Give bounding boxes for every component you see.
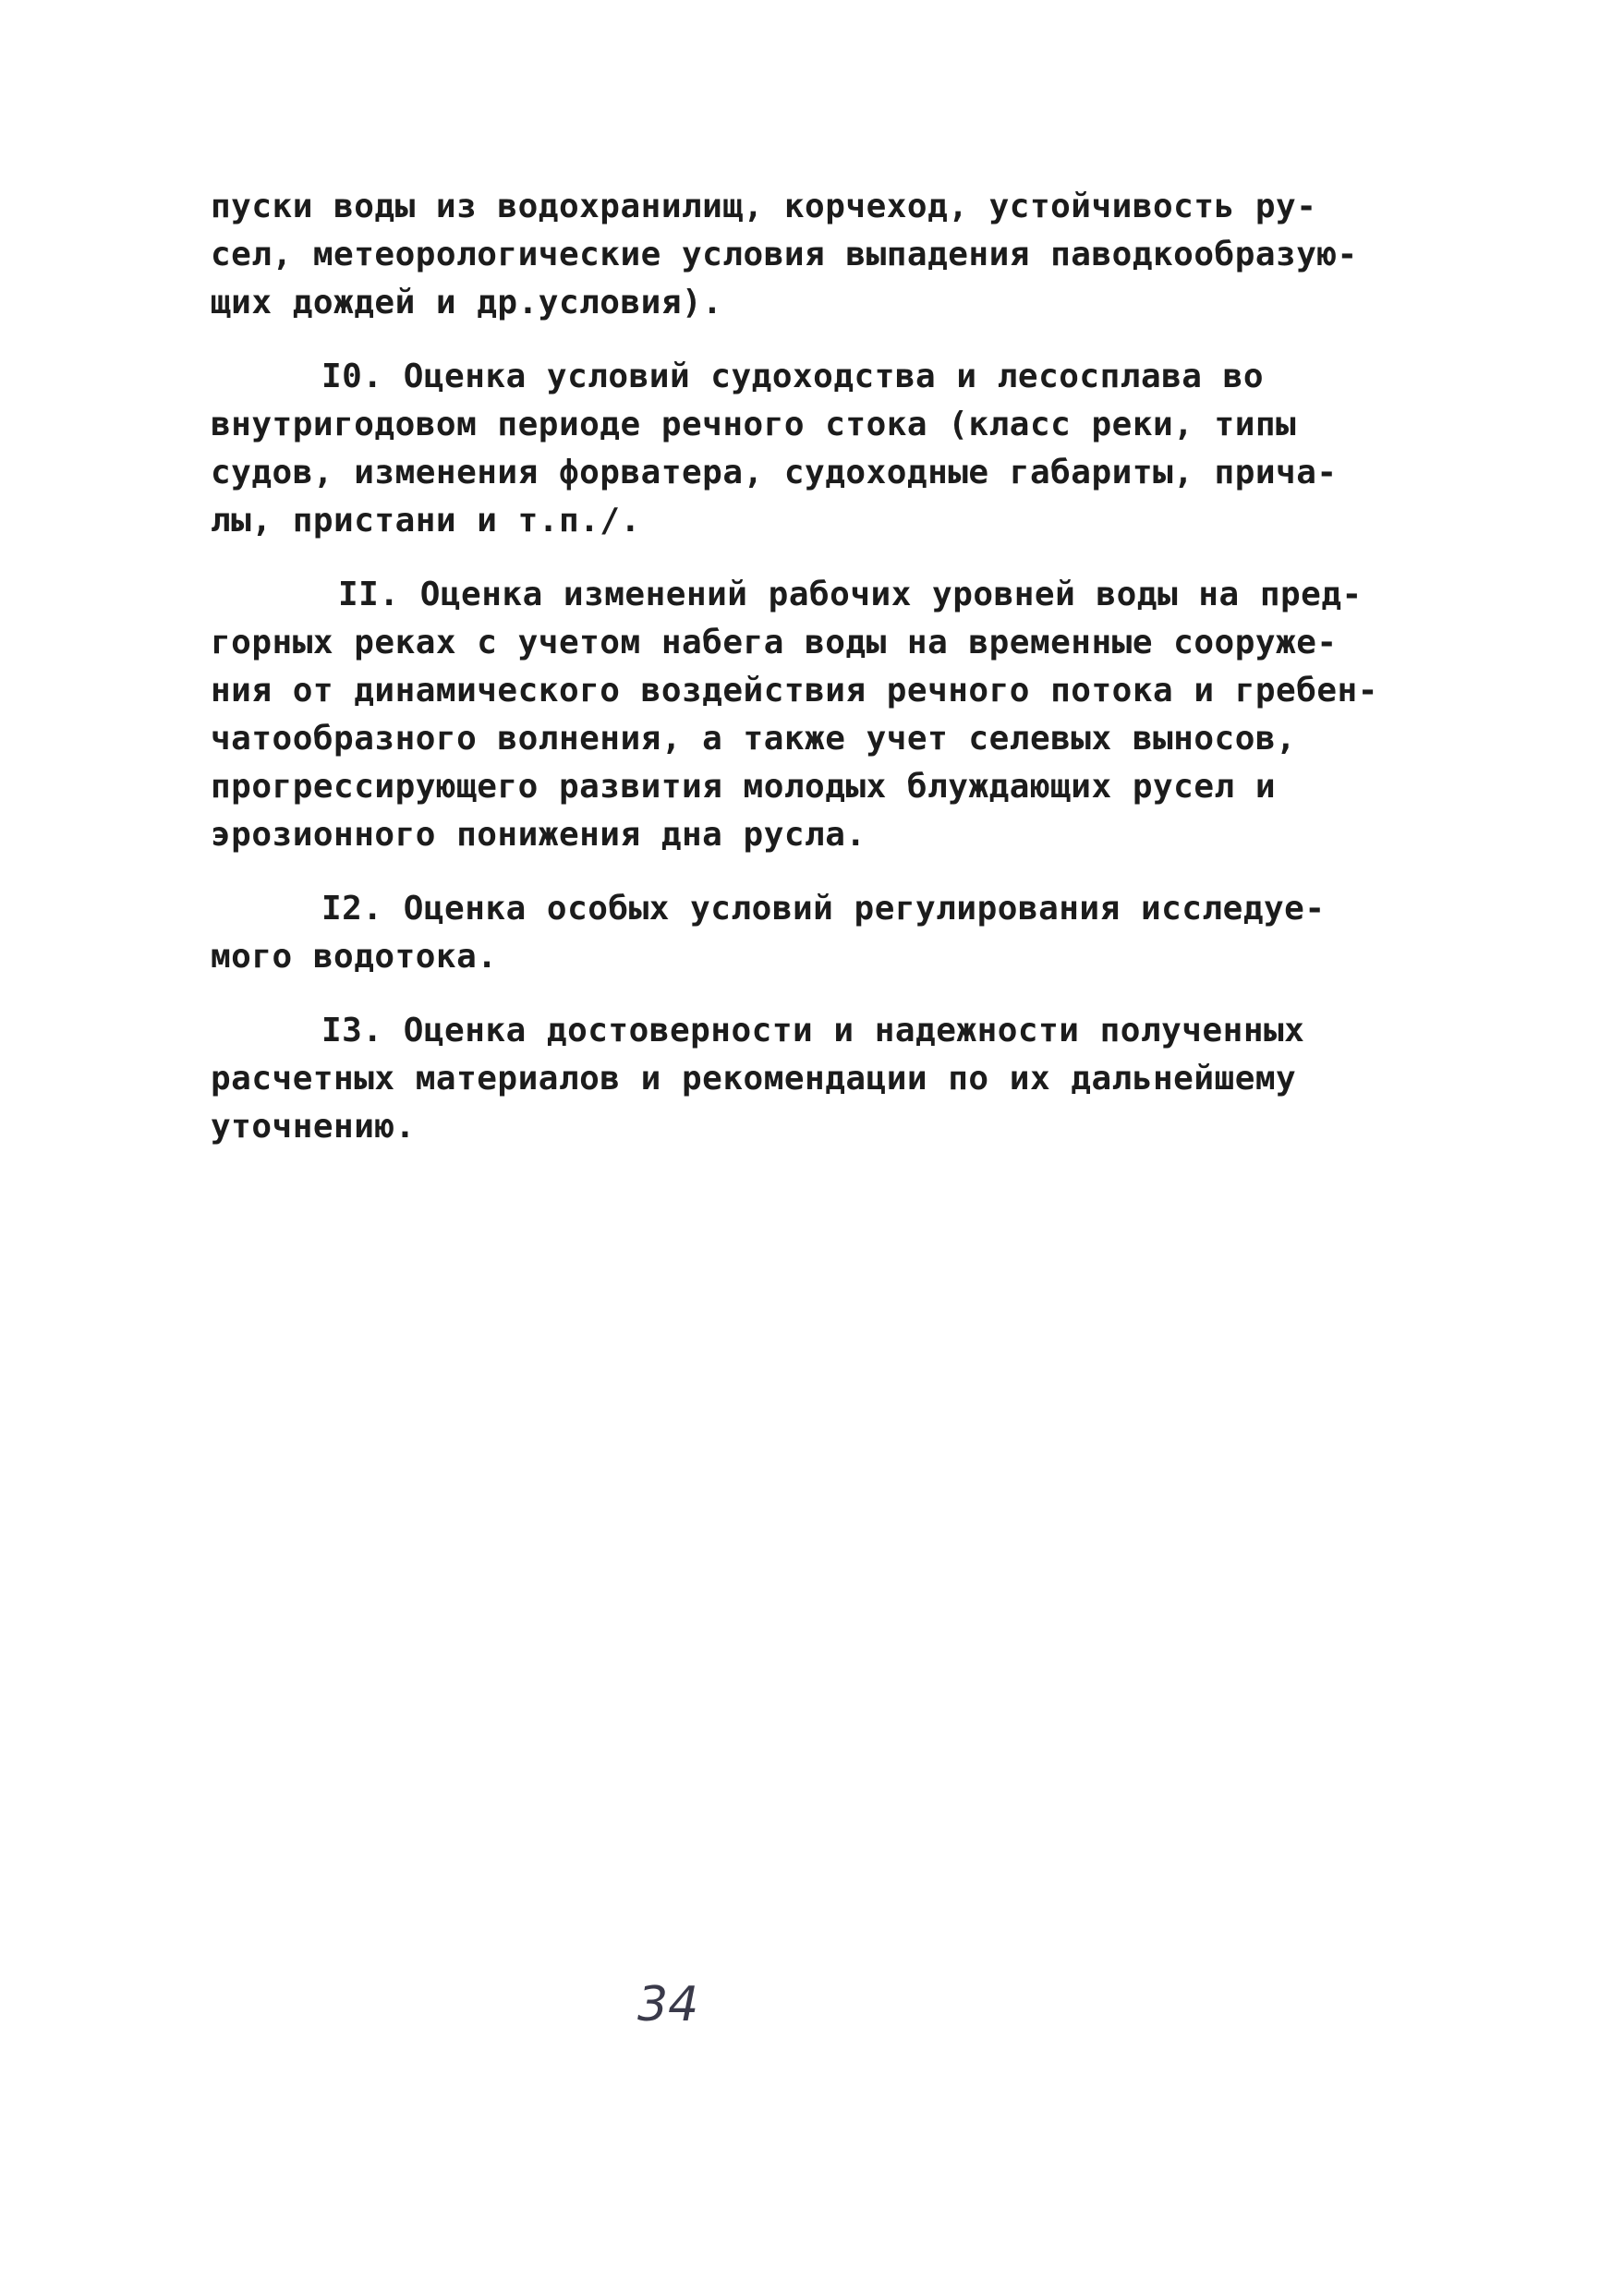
text-line: II. Оценка изменений рабочих уровней воды на пред- (338, 576, 1363, 613)
text-line: прогрессирующего развития молодых блуждающих русел и (211, 768, 1277, 806)
paragraph-item-10 (211, 353, 1356, 545)
text-line: эрозионного понижения дна русла. (211, 816, 867, 854)
text-line: судов, изменения форватера, судоходные габариты, прича- (211, 454, 1338, 491)
paragraph-item-11 (211, 571, 1378, 859)
paragraph-continuation (211, 183, 1356, 327)
text-line: горных реках с учетом набега воды на временные сооруже- (211, 624, 1338, 661)
paragraph-item-12 (211, 885, 1356, 981)
text-line: щих дождей и др.условия). (211, 284, 723, 322)
text-line: мого водотока. (211, 938, 498, 976)
text-line: сел, метеорологические условия выпадения паводкообразую- (211, 236, 1358, 273)
text-line: пуски воды из водохранилищ, корчеход, устойчивость ру- (211, 188, 1317, 225)
text-line: ния от динамического воздействия речного потока и гребен- (211, 672, 1378, 710)
text-line: чатообразного волнения, а также учет селевых выносов, (211, 720, 1297, 758)
text-line: расчетных материалов и рекомендации по их дальнейшему (211, 1060, 1297, 1098)
text-line: I2. Оценка особых условий регулирования исследуе- (321, 890, 1326, 928)
text-line: уточнению. (211, 1108, 416, 1146)
text-line: внутригодовом периоде речного стока (класс реки, типы (211, 406, 1297, 443)
document-body (211, 183, 1378, 1177)
text-line: I0. Оценка условий судоходства и лесосплава во (321, 358, 1264, 395)
paragraph-item-13 (211, 1007, 1356, 1151)
text-line: лы, пристани и т.п./. (211, 502, 641, 540)
text-line: I3. Оценка достоверности и надежности полученных (321, 1012, 1305, 1049)
page-number: 34 (637, 1977, 699, 2032)
